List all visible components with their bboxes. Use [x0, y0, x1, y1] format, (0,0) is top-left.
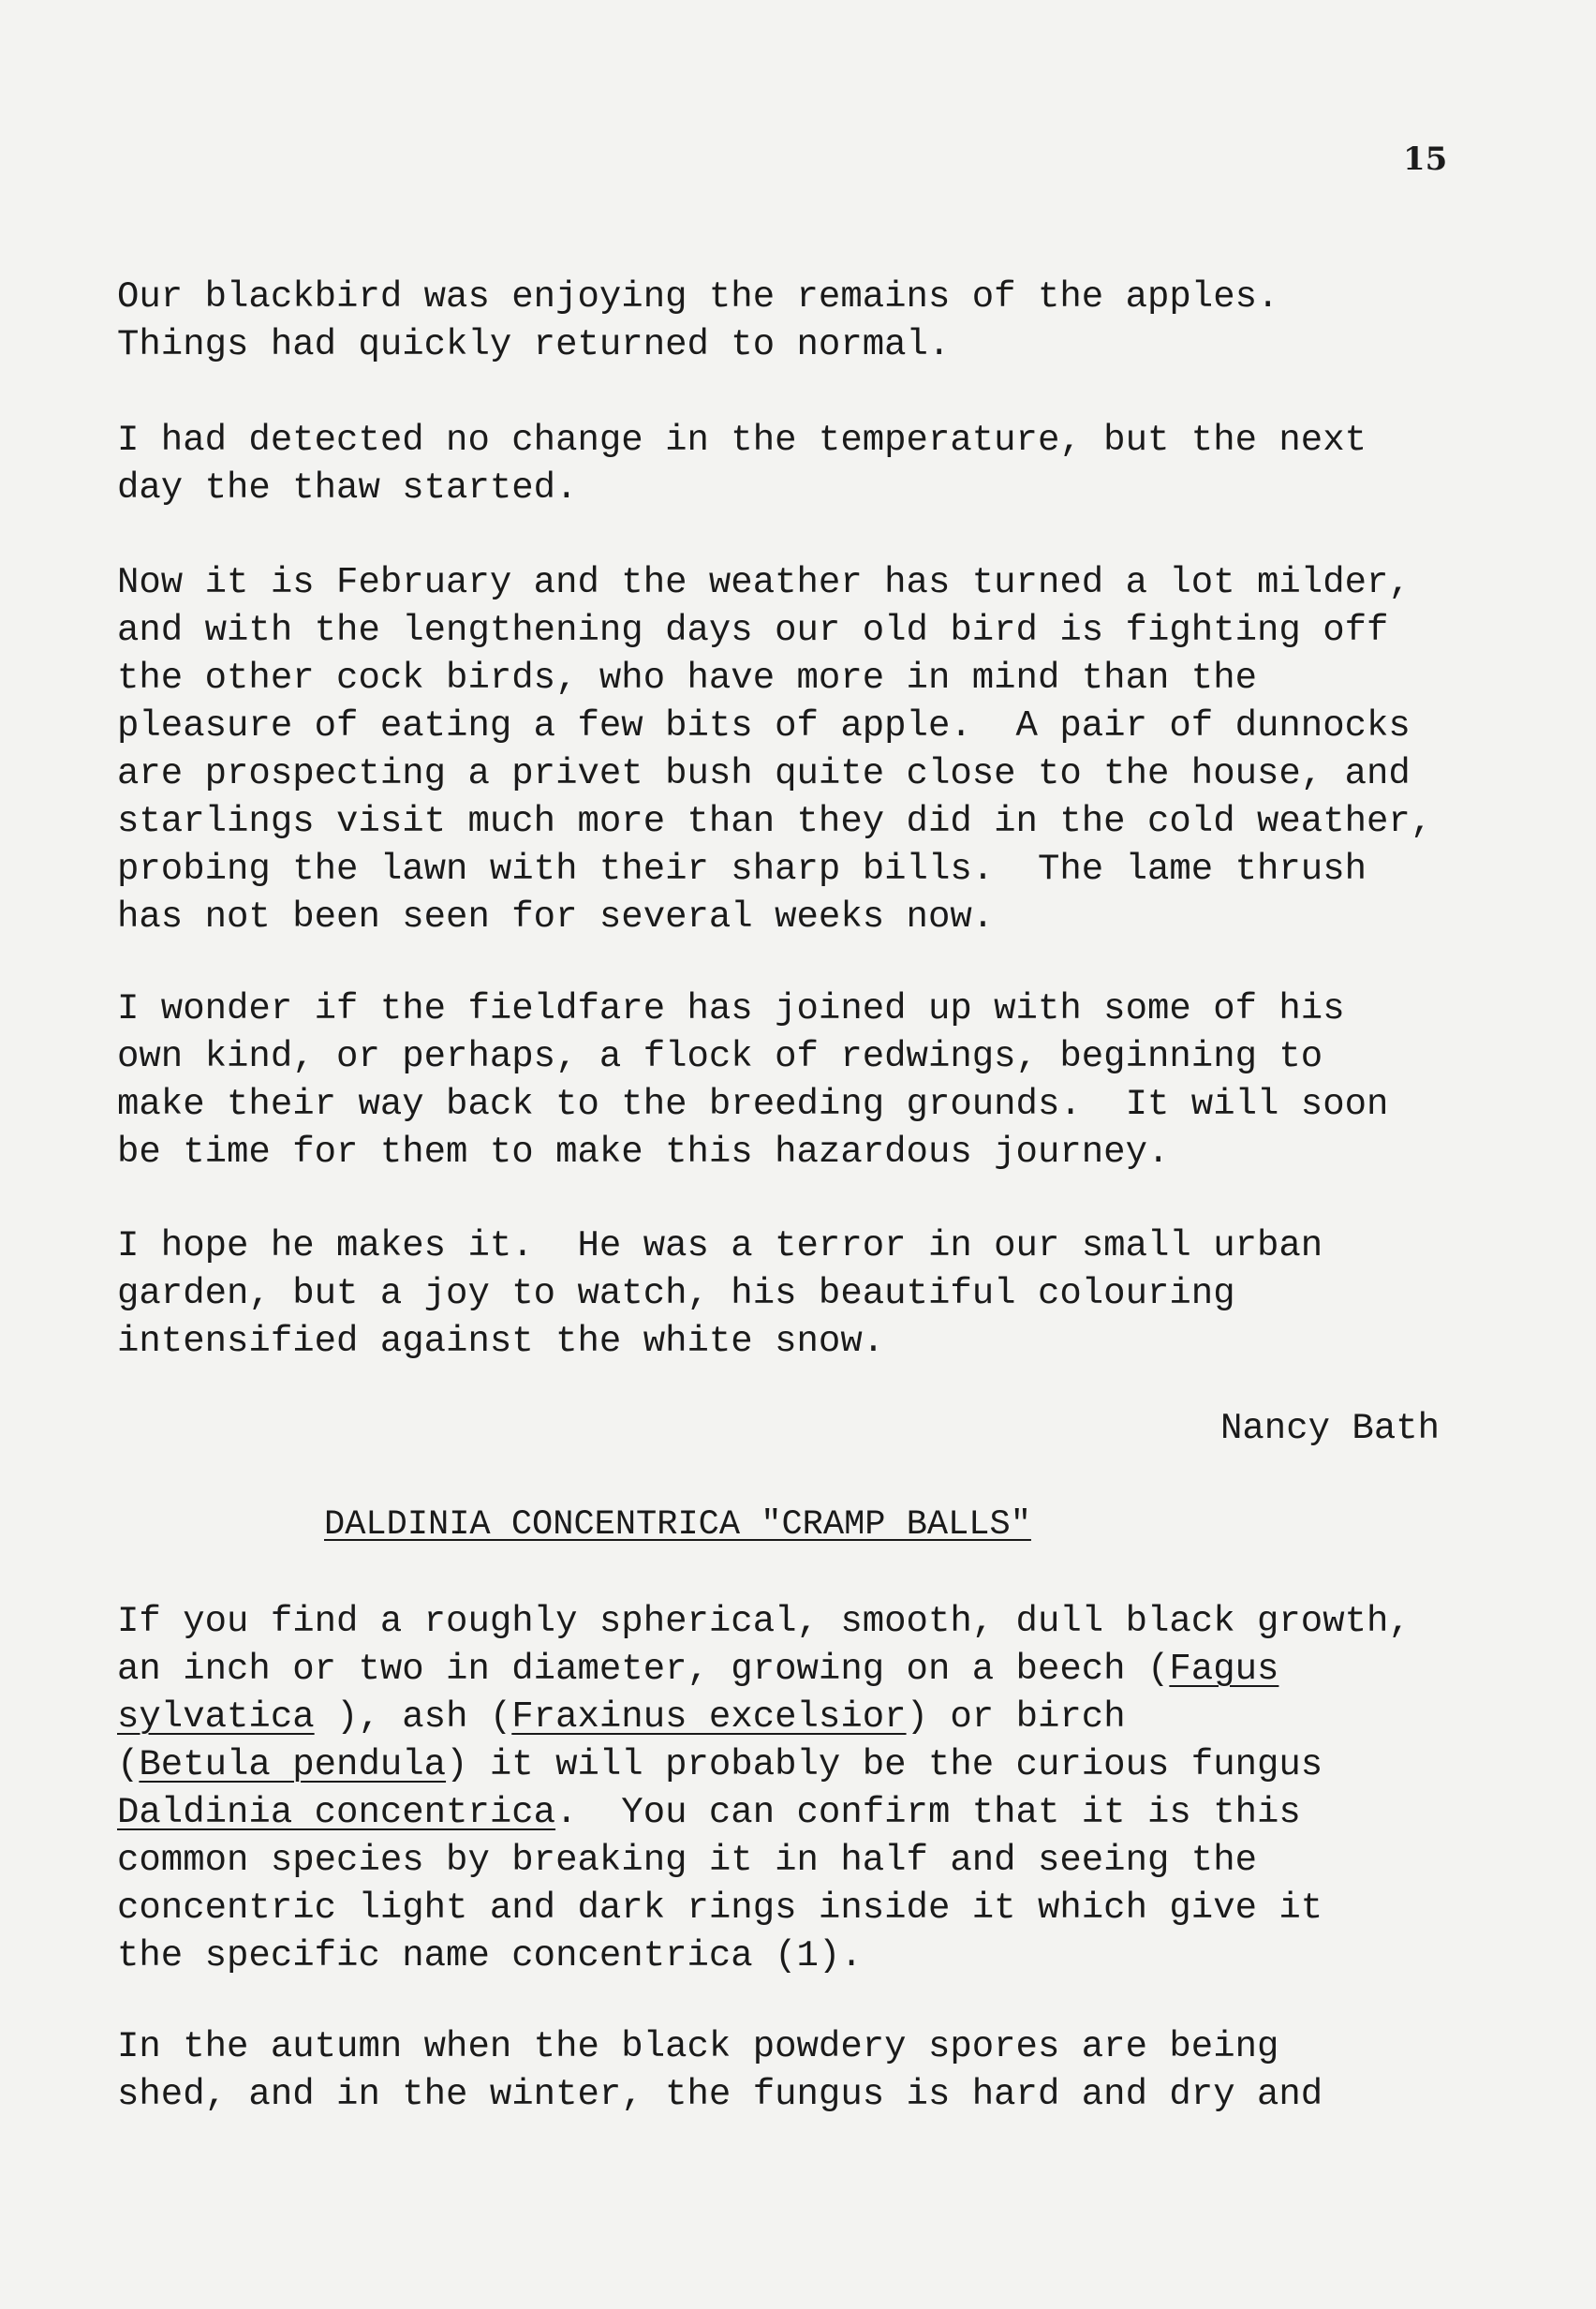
- text-line: starlings visit much more than they did in the cold weather,: [117, 801, 1433, 842]
- text-line: make their way back to the breeding grounds. It will soon: [117, 1084, 1389, 1125]
- species-name-daldinia: Daldinia concentrica: [117, 1792, 556, 1833]
- species-name-betula: Betula pendula: [139, 1744, 447, 1785]
- author-signature: Nancy Bath: [1220, 1408, 1441, 1449]
- text-line: I wonder if the fieldfare has joined up with some of his: [117, 988, 1345, 1029]
- paragraph-hope: [117, 1222, 1323, 1366]
- text-line: common species by breaking it in half and seeing the: [117, 1840, 1257, 1881]
- text-line: intensified against the white snow.: [117, 1321, 885, 1362]
- text-line: If you find a roughly spherical, smooth, dull black growth,: [117, 1601, 1411, 1642]
- text-line: own kind, or perhaps, a flock of redwings, beginning to: [117, 1036, 1323, 1077]
- paragraph-fieldfare: [117, 985, 1388, 1177]
- text-line: Things had quickly returned to normal.: [117, 324, 951, 365]
- text-line: has not been seen for several weeks now.: [117, 896, 995, 938]
- text-line: day the thaw started.: [117, 467, 578, 509]
- text-fragment: ) or birch: [906, 1696, 1126, 1738]
- text-line: Our blackbird was enjoying the remains of the apples.: [117, 276, 1279, 318]
- text-fragment: (: [117, 1744, 140, 1785]
- page-number: 15: [1403, 141, 1448, 178]
- text-line: probing the lawn with their sharp bills. The lame thrush: [117, 849, 1367, 890]
- text-line: I had detected no change in the temperature, but the next: [117, 420, 1367, 461]
- text-fragment: . You can confirm that it is this: [555, 1792, 1301, 1833]
- text-line: are prospecting a privet bush quite close to the house, and: [117, 753, 1411, 794]
- text-line: shed, and in the winter, the fungus is hard and dry and: [117, 2074, 1323, 2115]
- text-fragment: an inch or two in diameter, growing on a beech (: [117, 1649, 1170, 1690]
- text-fragment: ) it will probably be the curious fungus: [446, 1744, 1323, 1785]
- paragraph-autumn: [117, 2023, 1323, 2119]
- text-line: In the autumn when the black powdery spores are being: [117, 2026, 1279, 2067]
- text-line: and with the lengthening days our old bird is fighting off: [117, 610, 1389, 651]
- paragraph-blackbird-apples: [117, 274, 1278, 369]
- text-line: be time for them to make this hazardous journey.: [117, 1132, 1170, 1173]
- paragraph-february: [117, 559, 1432, 941]
- text-line: the specific name concentrica (1).: [117, 1935, 863, 1976]
- paragraph-daldinia: [117, 1598, 1411, 1980]
- species-name-fagus: Fagus: [1169, 1649, 1279, 1690]
- text-fragment: ), ash (: [314, 1696, 512, 1738]
- section-heading: DALDINIA CONCENTRICA "CRAMP BALLS": [324, 1505, 1031, 1545]
- text-line: pleasure of eating a few bits of apple. A pair of dunnocks: [117, 705, 1411, 747]
- species-name-sylvatica: sylvatica: [117, 1696, 315, 1738]
- text-line: the other cock birds, who have more in mind than the: [117, 658, 1257, 699]
- species-name-fraxinus: Fraxinus excelsior: [511, 1696, 907, 1738]
- text-line: I hope he makes it. He was a terror in our small urban: [117, 1225, 1323, 1266]
- paragraph-thaw: [117, 417, 1367, 512]
- text-line: garden, but a joy to watch, his beautiful colouring: [117, 1273, 1235, 1314]
- text-line: concentric light and dark rings inside it which give it: [117, 1887, 1323, 1929]
- text-line: Now it is February and the weather has turned a lot milder,: [117, 562, 1411, 603]
